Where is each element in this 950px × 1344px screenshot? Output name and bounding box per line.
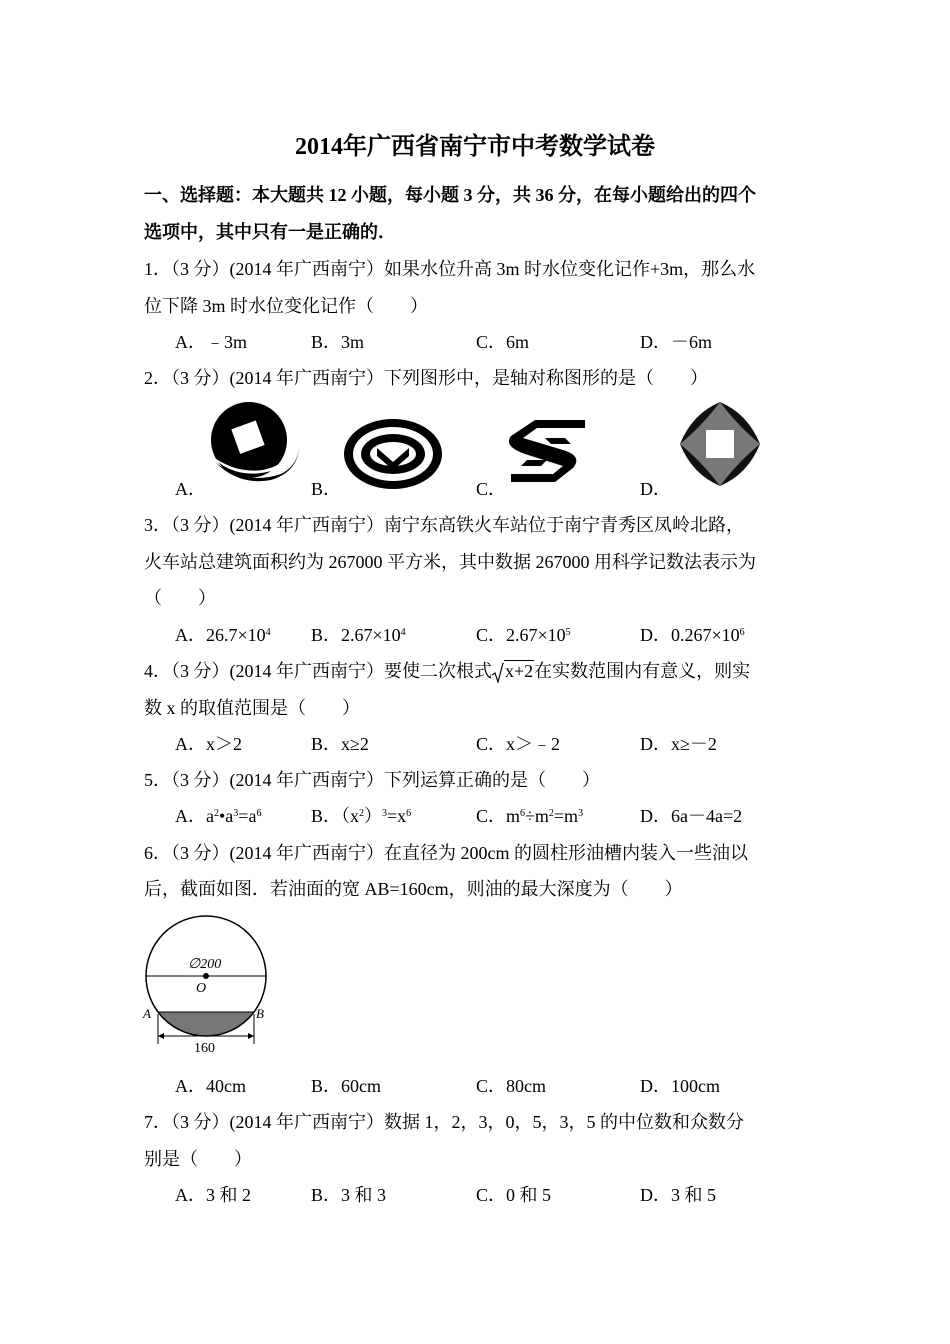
q5-option-a: A．$a^2•a^3=a^6$ (175, 806, 262, 826)
page-title: 2014年广西省南宁市中考数学试卷 (295, 134, 655, 160)
q7-option-b: B．3 和 3 (311, 1185, 387, 1205)
ring-logo-icon (343, 418, 443, 490)
q4-stem-line2: 数 x 的取值范围是（ ） (144, 698, 360, 718)
sqrt-expression: x+2 (492, 661, 534, 682)
q7-option-c: C．0 和 5 (476, 1185, 552, 1205)
point-a-label: A (143, 1006, 151, 1021)
q7-stem-line1: 7．（3 分）(2014 年广西南宁）数据 1，2，3，0，5，3，5 的中位数和众数分 (144, 1112, 744, 1132)
q5-option-c: C．$m^6\div m^2=m^3$ (476, 806, 584, 826)
center-point (203, 973, 209, 979)
q5-option-b: B．$(x^2)^3=x^6$ (311, 806, 412, 826)
q2-option-c: C． (476, 479, 507, 499)
q6-option-b: B．60cm (311, 1076, 381, 1096)
q1-option-a: A．﹣3m (175, 332, 247, 352)
q1-stem-line1: 1．（3 分）(2014 年广西南宁）如果水位升高 3m 时水位变化记作+3m，那么水 (144, 259, 756, 279)
petal-logo-icon (678, 400, 762, 488)
q4-option-b: B．x≥2 (311, 734, 369, 754)
q3-option-d: D．$0.267\times 10^6$ (640, 625, 745, 645)
q4-stem-line1: 4．（3 分）(2014 年广西南宁）要使二次根式 x+2在实数范围内有意义，则实 (144, 661, 751, 681)
q4-option-d: D．x≥－2 (640, 734, 717, 754)
q7-stem-line2: 别是（ ） (144, 1149, 252, 1169)
q6-option-d: D．100cm (640, 1076, 720, 1096)
section-heading-line1: 一、选择题：本大题共 12 小题，每小题 3 分，共 36 分，在每小题给出的四个 (144, 185, 756, 205)
q6-option-a: A．40cm (175, 1076, 246, 1096)
q5-option-d: D．6a－4a=2 (640, 806, 743, 826)
center-label: O (196, 981, 207, 996)
coin-logo-icon (205, 400, 299, 484)
s-ribbon-logo-icon (505, 416, 591, 488)
q3-stem-line2: 火车站总建筑面积约为 267000 平方米，其中数据 267000 用科学记数法表示为 (144, 552, 756, 572)
q3-stem-line3: （ ） (144, 588, 216, 608)
width-label: 160 (194, 1041, 215, 1056)
q6-stem-line2: 后，截面如图．若油面的宽 AB=160cm，则油的最大深度为（ ） (144, 879, 683, 899)
q4-option-a: A．x＞2 (175, 734, 242, 754)
q2-option-a: A． (175, 479, 206, 499)
q1-stem-line2: 位下降 3m 时水位变化记作（ ） (144, 296, 428, 316)
q2-stem: 2．（3 分）(2014 年广西南宁）下列图形中，是轴对称图形的是（ ） (144, 368, 708, 388)
q2-option-b: B． (311, 479, 342, 499)
q3-option-b: B．$2.67\times 10^4$ (311, 625, 406, 645)
q6-stem-line1: 6．（3 分）(2014 年广西南宁）在直径为 200cm 的圆柱形油槽内装入一些油以 (144, 843, 748, 863)
radical-sign-icon (492, 663, 504, 683)
q7-option-d: D．3 和 5 (640, 1185, 716, 1205)
oil-tank-figure (140, 912, 272, 1058)
q1-option-d: D．－6m (640, 332, 712, 352)
q4-option-c: C．x＞﹣2 (476, 734, 561, 754)
section-heading-line2: 选项中，其中只有一是正确的． (144, 222, 396, 242)
q6-option-c: C．80cm (476, 1076, 546, 1096)
q3-option-c: C．$2.67\times 10^5$ (476, 625, 571, 645)
q3-stem-line1: 3．（3 分）(2014 年广西南宁）南宁东高铁火车站位于南宁青秀区凤岭北路， (144, 515, 744, 535)
q2-option-d: D． (640, 479, 671, 499)
q1-option-b: B．3m (311, 332, 365, 352)
point-b-label: B (256, 1006, 264, 1021)
arrow-right-icon (248, 1033, 254, 1039)
q1-option-c: C．6m (476, 332, 530, 352)
arrow-left-icon (158, 1033, 164, 1039)
q7-option-a: A．3 和 2 (175, 1185, 251, 1205)
diameter-label: ∅200 (188, 957, 222, 972)
q5-stem: 5．（3 分）(2014 年广西南宁）下列运算正确的是（ ） (144, 770, 600, 790)
q3-option-a: A．$26.7\times 10^4$ (175, 625, 271, 645)
